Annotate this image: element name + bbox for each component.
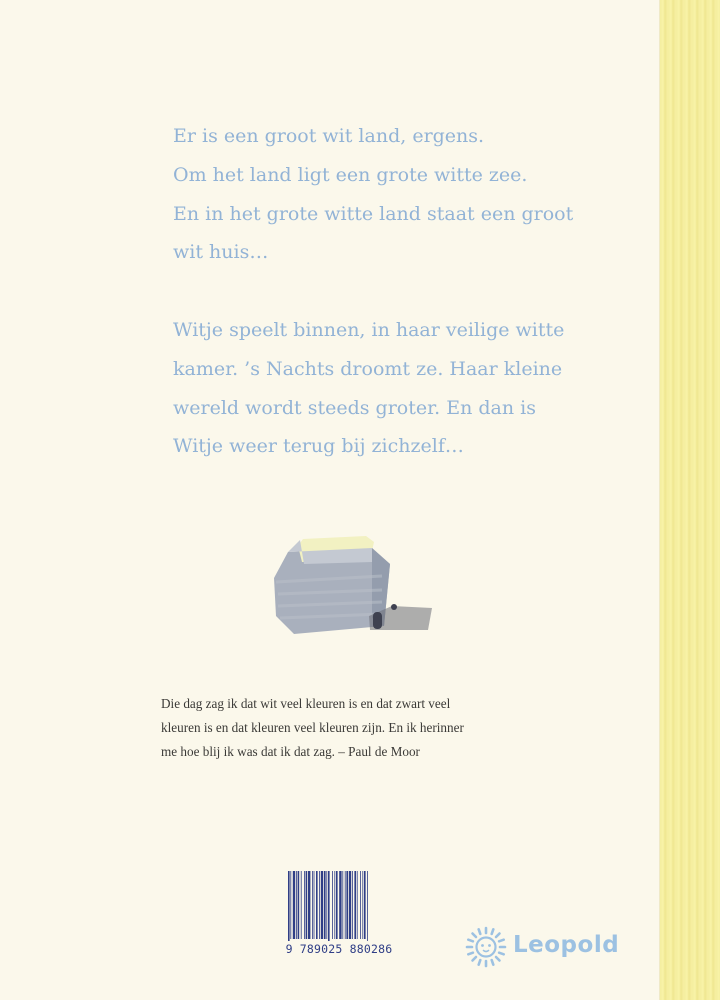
barcode-bar — [328, 871, 330, 941]
blurb-line: kamer. ’s Nachts droomt ze. Haar kleine — [173, 357, 563, 380]
barcode-bar — [354, 871, 356, 939]
isbn-barcode — [283, 869, 395, 962]
barcode-bar — [357, 871, 358, 939]
lion-face-icon — [465, 926, 507, 968]
publisher-logo — [465, 926, 625, 968]
blurb-line: Om het land ligt een grote witte zee. — [173, 163, 528, 186]
blurb-line: Witje speelt binnen, in haar veilige witte — [173, 319, 565, 341]
quote-line: Die dag zag ik dat wit veel kleuren is en dat zwart veel — [161, 696, 451, 711]
barcode-bar — [334, 871, 335, 939]
barcode-bar — [314, 871, 315, 939]
barcode-bar — [352, 871, 353, 939]
publisher-name: Leopold — [513, 932, 620, 958]
barcode-bar — [339, 871, 341, 939]
barcode-bar — [290, 871, 291, 939]
barcode-bar — [306, 871, 308, 939]
barcode-bar — [342, 871, 343, 939]
white-house-illustration — [270, 530, 435, 640]
blurb-line: Er is een groot wit land, ergens. — [173, 125, 485, 147]
barcode-bars — [288, 871, 390, 941]
barcode-bar — [308, 871, 310, 939]
barcode-bar — [367, 871, 368, 941]
blurb-paragraph-1 — [173, 117, 633, 272]
quote-line: me hoe blij ik was dat ik dat zag. – Paul de Moor — [161, 743, 420, 759]
quote-line: kleuren is en dat kleuren veel kleuren zijn. En ik herinner — [161, 719, 464, 735]
barcode-bar — [349, 871, 351, 939]
blurb-line: Witje weer terug bij zichzelf… — [173, 435, 464, 458]
blurb-line: wereld wordt steeds groter. En dan is — [173, 396, 536, 419]
barcode-bar — [364, 871, 366, 939]
barcode-bar — [346, 871, 348, 939]
barcode-bar — [288, 871, 290, 941]
blurb-line: wit huis… — [173, 241, 269, 264]
barcode-bar — [296, 871, 297, 939]
barcode-bar — [326, 871, 327, 939]
barcode-bar — [336, 871, 338, 939]
barcode-bar — [293, 871, 295, 939]
barcode-bar — [304, 871, 305, 939]
barcode-bar — [332, 871, 333, 939]
barcode-bar — [301, 871, 302, 939]
barcode-bar — [316, 871, 318, 939]
barcode-bar — [298, 871, 300, 939]
barcode-bar — [312, 871, 313, 939]
barcode-bar — [321, 871, 323, 939]
isbn-number: 9 789025 880286 — [285, 942, 393, 956]
blurb-paragraph-2 — [173, 311, 633, 466]
barcode-bar — [319, 871, 320, 939]
book-spine — [659, 0, 720, 1000]
blurb-line: En in het grote witte land staat een groot — [173, 202, 574, 225]
barcode-bar — [324, 871, 326, 939]
author-quote — [161, 692, 541, 763]
barcode-bar — [345, 871, 346, 939]
barcode-bar — [362, 871, 363, 939]
barcode-bar — [360, 871, 361, 939]
